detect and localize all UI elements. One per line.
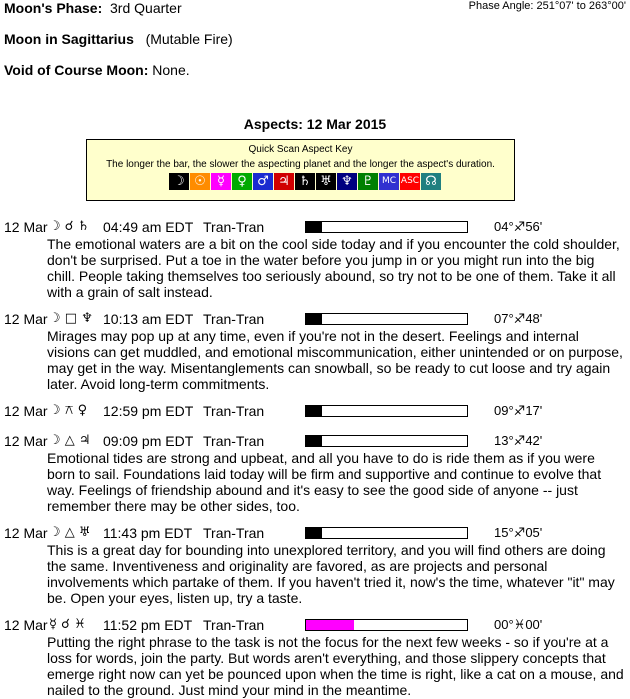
- aspect-header: [0, 403, 630, 419]
- aspect-type: Tran-Tran: [203, 311, 265, 327]
- node-icon: ☊: [421, 173, 441, 190]
- aspect-time: 09:09 pm EDT: [103, 433, 194, 449]
- aspect-type: Tran-Tran: [203, 403, 265, 419]
- aspect-header: [0, 617, 630, 633]
- void-of-course-label: Void of Course Moon:: [4, 62, 149, 78]
- saturn-icon: ♄: [295, 173, 315, 190]
- void-of-course-line: [4, 62, 190, 78]
- duration-bar-fill: [306, 222, 322, 232]
- phase-angle: Phase Angle: 251°07' to 263°00': [468, 0, 626, 12]
- mc-icon: MC: [379, 173, 399, 190]
- aspect-date: 12 Mar: [4, 311, 48, 327]
- jupiter-icon: ♃: [274, 173, 294, 190]
- aspect-glyphs: ☿ ☌ ♓: [49, 617, 86, 632]
- aspect-glyphs: ☽ △ ♃: [49, 433, 91, 448]
- duration-bar: [305, 405, 468, 417]
- aspect-row: [0, 219, 630, 300]
- aspect-row: [0, 525, 630, 606]
- moon-phase-label: Moon's Phase:: [4, 0, 103, 16]
- mars-icon: ♂: [253, 173, 273, 190]
- aspect-header: [0, 219, 630, 235]
- duration-bar: [305, 619, 468, 631]
- aspect-time: 12:59 pm EDT: [103, 403, 194, 419]
- aspect-time: 11:43 pm EDT: [103, 525, 193, 541]
- aspect-date: 12 Mar: [4, 219, 48, 235]
- aspect-description: Putting the right phrase to the task is not the focus for the next few weeks - so if you're at a loss for words, join the party. But words aren't everything, and those slippery concepts that emerge right now can yet be pounced upon when the time is right, like a cat on a mouse, and nailed to the ground. Just mind your mind in the meantime.: [47, 634, 624, 698]
- aspect-header: [0, 433, 630, 449]
- aspect-row: [0, 617, 630, 698]
- void-of-course-value: None.: [152, 62, 190, 78]
- aspect-key-box: [86, 139, 515, 201]
- aspect-date: 12 Mar: [4, 525, 48, 541]
- aspect-position: 15°♐05': [494, 525, 543, 540]
- aspect-date: 12 Mar: [4, 617, 48, 633]
- aspect-header: [0, 525, 630, 541]
- duration-bar: [305, 527, 468, 539]
- moon-sign-line: [4, 31, 233, 47]
- aspect-header: [0, 311, 630, 327]
- aspect-glyphs: ☽ ⚻ ♀: [49, 403, 88, 418]
- aspect-position: 09°♐17': [494, 403, 543, 418]
- duration-bar: [305, 435, 468, 447]
- aspect-row: [0, 403, 630, 419]
- moon-phase-value: 3rd Quarter: [110, 0, 182, 16]
- aspect-type: Tran-Tran: [203, 433, 265, 449]
- aspect-glyphs: ☽ ☌ ♄: [49, 219, 90, 234]
- aspect-glyphs: ☽ △ ♅: [49, 525, 91, 540]
- aspect-description: The emotional waters are a bit on the cool side today and if you encounter the cold shoulder, don't be surprised. Put a toe in the water before you jump in or you might run into the big chill. People taking themselves too seriously abound, so try not to be one of them. Take it all with a grain of salt instead.: [47, 236, 620, 300]
- aspect-time: 10:13 am EDT: [103, 311, 194, 327]
- duration-bar: [305, 221, 468, 233]
- aspect-row: [0, 433, 630, 514]
- aspect-time: 04:49 am EDT: [103, 219, 194, 235]
- moon-icon: ☽: [169, 173, 189, 190]
- aspect-position: 07°♐48': [494, 311, 543, 326]
- duration-bar: [305, 313, 468, 325]
- aspect-type: Tran-Tran: [203, 617, 265, 633]
- aspect-position: 00°♓00': [494, 617, 543, 632]
- aspect-key-swatches: [169, 173, 442, 190]
- aspect-type: Tran-Tran: [203, 525, 265, 541]
- aspect-time: 11:52 pm EDT: [103, 617, 193, 633]
- pluto-icon: ♇: [358, 173, 378, 190]
- aspect-row: [0, 311, 630, 392]
- sun-icon: ☉: [190, 173, 210, 190]
- aspect-position: 04°♐56': [494, 219, 543, 234]
- aspect-date: 12 Mar: [4, 403, 48, 419]
- aspect-key-description: The longer the bar, the slower the aspecting planet and the longer the aspect's duration.: [106, 159, 495, 170]
- aspect-description: Emotional tides are strong and upbeat, and all you have to do is ride them as if you were born to sail. Foundations laid today will be firm and supportive and continue to evolve that way. Feelings of friendship abound and it's easy to see the good side of anyone -- just remember there may be other sides, too.: [47, 450, 602, 514]
- neptune-icon: ♆: [337, 173, 357, 190]
- duration-bar-fill: [306, 528, 322, 538]
- aspects-title: Aspects: 12 Mar 2015: [243, 116, 387, 132]
- duration-bar-fill: [306, 314, 322, 324]
- moon-sign-note: (Mutable Fire): [145, 31, 233, 47]
- moon-phase-line: [4, 0, 182, 16]
- duration-bar-fill: [306, 406, 322, 416]
- duration-bar-fill: [306, 436, 322, 446]
- aspect-date: 12 Mar: [4, 433, 48, 449]
- moon-sign-label: Moon in Sagittarius: [4, 31, 134, 47]
- venus-icon: ♀: [232, 173, 252, 190]
- uranus-icon: ♅: [316, 173, 336, 190]
- aspect-key-title: Quick Scan Aspect Key: [248, 144, 353, 155]
- aspect-description: This is a great day for bounding into unexplored territory, and you will find others are doing the same. Inventiveness and originality are favored, as are projects and personal involvements which partake of them. If you haven't tried it, now's the time, whatever "it" may be. Open your eyes, listen up, try a taste.: [47, 542, 615, 606]
- aspect-type: Tran-Tran: [203, 219, 265, 235]
- mercury-icon: ☿: [211, 173, 231, 190]
- duration-bar-fill: [306, 620, 354, 630]
- aspect-position: 13°♐42': [494, 433, 543, 448]
- asc-icon: ASC: [400, 173, 420, 190]
- aspect-description: Mirages may pop up at any time, even if you're not in the desert. Feelings and internal visions can get muddled, and emotional miscommunication, either unintended or on purpose, may get in the way. Misentanglements can snowball, so be ready to cut loose and try again later. Avoid long-term commitments.: [47, 328, 623, 392]
- aspect-glyphs: ☽ □ ♆: [49, 311, 93, 326]
